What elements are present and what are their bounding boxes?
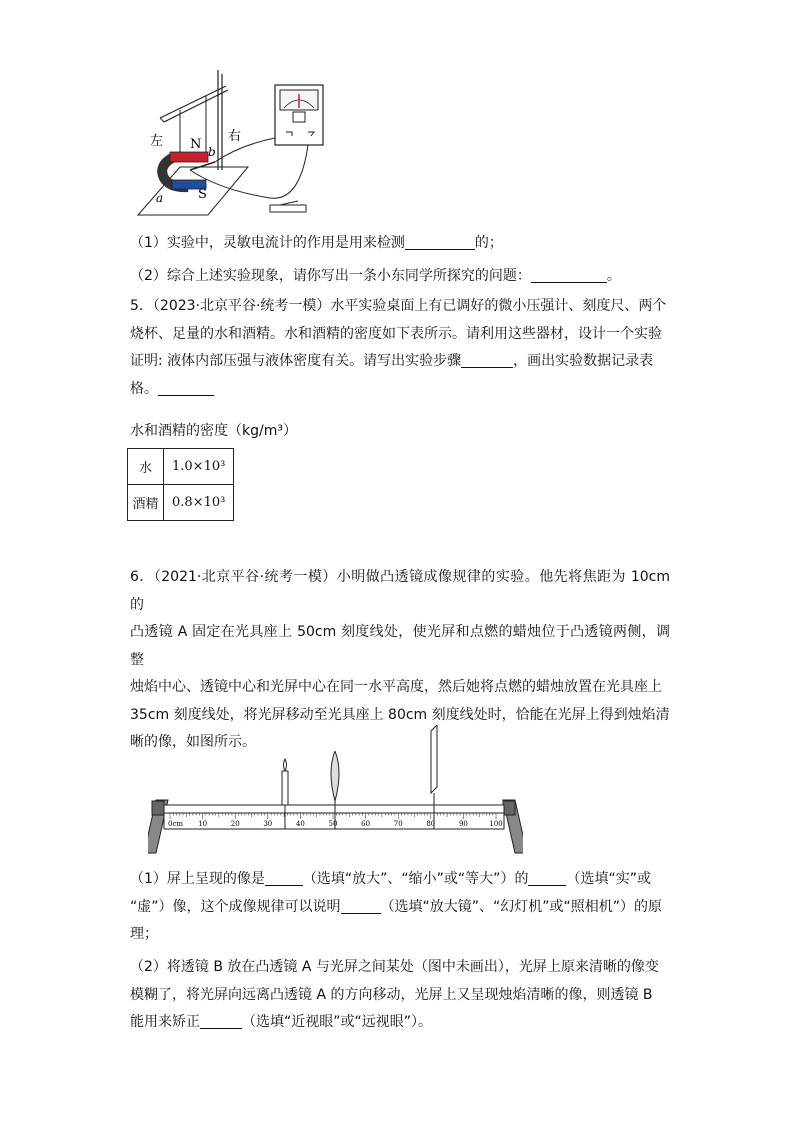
q5-text: 证明: 液体内部压强与液体密度有关。请写出实验步骤 xyxy=(130,353,462,369)
q4-subquestion-2 xyxy=(130,266,621,286)
table-row xyxy=(128,485,234,521)
q6-subquestion-2 xyxy=(130,954,670,1037)
ruler-label: 0cm xyxy=(168,820,184,828)
q6-text: （选填“放大”、“缩小”或“等大”）的 xyxy=(302,871,529,887)
q6-text: （选填“实”或 xyxy=(566,871,651,887)
question-5 xyxy=(130,293,670,403)
q6-line: 烛焰中心、透镜中心和光屏中心在同一水平高度，然后她将点燃的蜡烛放置在光具座上 xyxy=(130,679,662,695)
q6-line: 6．（2021·北京平谷·统考一模）小明做凸透镜成像规律的实验。他先将焦距为 10cm 的 xyxy=(130,569,670,613)
density-table-title: 水和酒精的密度（kg/m³） xyxy=(130,423,297,439)
table-cell-value: 0.8×10³ xyxy=(164,485,234,521)
label-b: b xyxy=(208,145,216,159)
q6-text: （选填“近视眼”或“远视眼”）。 xyxy=(242,1014,433,1030)
ruler-label: 80 xyxy=(426,820,436,828)
answer-blank[interactable] xyxy=(158,381,214,396)
q6-sub2-line: （2）将透镜 B 放在凸透镜 A 与光屏之间某处（图中未画出），光屏上原来清晰的像变 xyxy=(130,959,659,975)
q6-sub2-line xyxy=(130,1009,670,1037)
table-row xyxy=(128,449,234,485)
q5-line: 5．（2023·北京平谷·统考一模）水平实验桌面上有已调好的微小压强计、刻度尺、两个 xyxy=(130,298,667,314)
q6-sub2-line: 模糊了，将光屏向远离凸透镜 A 的方向移动，光屏上又呈现烛焰清晰的像，则透镜 B xyxy=(130,986,653,1003)
q4-s1-end: 的； xyxy=(474,235,503,251)
answer-blank[interactable] xyxy=(200,1014,242,1029)
q6-subquestion-1 xyxy=(130,866,670,949)
density-table xyxy=(127,448,234,521)
q6-text: 能用来矫正 xyxy=(130,1014,200,1030)
q4-s1-text: （1）实验中，灵敏电流计的作用是用来检测 xyxy=(130,235,405,251)
label-south: S xyxy=(198,187,207,202)
ruler-label: 20 xyxy=(230,820,240,828)
label-right: 右 xyxy=(228,129,242,144)
optical-bench-figure xyxy=(148,725,523,855)
q6-sub1-line xyxy=(130,866,670,894)
q5-line: 烧杯、足量的水和酒精。水和酒精的密度如下表所示。请利用这些器材，设计一个实验 xyxy=(130,325,662,342)
ruler-label: 30 xyxy=(263,820,273,828)
q5-line xyxy=(130,348,670,376)
ruler-label: 10 xyxy=(198,820,208,828)
ruler-label: 60 xyxy=(361,820,371,828)
q5-text: 格。 xyxy=(130,380,158,397)
q6-text: （1）屏上呈现的像是 xyxy=(130,871,265,887)
ruler-label: 50 xyxy=(328,820,338,828)
table-cell-name: 水 xyxy=(128,449,164,485)
q6-sub1-line xyxy=(130,894,670,922)
ruler-label: 70 xyxy=(393,820,403,828)
label-north: N xyxy=(190,137,202,152)
electromagnetic-induction-figure xyxy=(130,70,330,220)
table-cell-value: 1.0×10³ xyxy=(164,449,234,485)
q6-sub1-line: 理； xyxy=(130,926,158,942)
q6-text: （选填“放大镜”、“幻灯机”或“照相机”）的原 xyxy=(380,898,663,915)
q4-s2-text: （2）综合上述实验现象，请你写出一条小东同学所探究的问题： xyxy=(130,268,531,284)
table-cell-name: 酒精 xyxy=(128,485,164,521)
answer-blank[interactable] xyxy=(531,268,607,283)
answer-blank[interactable] xyxy=(528,871,566,886)
label-a: a xyxy=(156,191,164,205)
answer-blank[interactable] xyxy=(265,871,303,886)
q6-text: “虚”）像，这个成像规律可以说明 xyxy=(130,898,341,915)
q6-line: 凸透镜 A 固定在光具座上 50cm 刻度线处，使光屏和点燃的蜡烛位于凸透镜两侧，调整 xyxy=(130,624,670,668)
q5-text: ，画出实验数据记录表 xyxy=(513,353,654,369)
answer-blank[interactable] xyxy=(341,899,381,914)
q5-line xyxy=(130,376,670,404)
answer-blank[interactable] xyxy=(405,235,475,250)
ruler-label: 40 xyxy=(295,820,305,828)
answer-blank[interactable] xyxy=(461,353,513,368)
q4-subquestion-1 xyxy=(130,233,503,253)
label-left: 左 xyxy=(150,134,164,149)
ruler-label: 90 xyxy=(458,820,468,828)
q6-line: 晰的像，如图所示。 xyxy=(130,734,256,750)
q6-line: 35cm 刻度线处，将光屏移动至光具座上 80cm 刻度线处时，恰能在光屏上得到烛焰清 xyxy=(130,706,670,723)
q4-s2-end: 。 xyxy=(606,268,621,284)
ruler-label: 100 xyxy=(489,820,503,828)
